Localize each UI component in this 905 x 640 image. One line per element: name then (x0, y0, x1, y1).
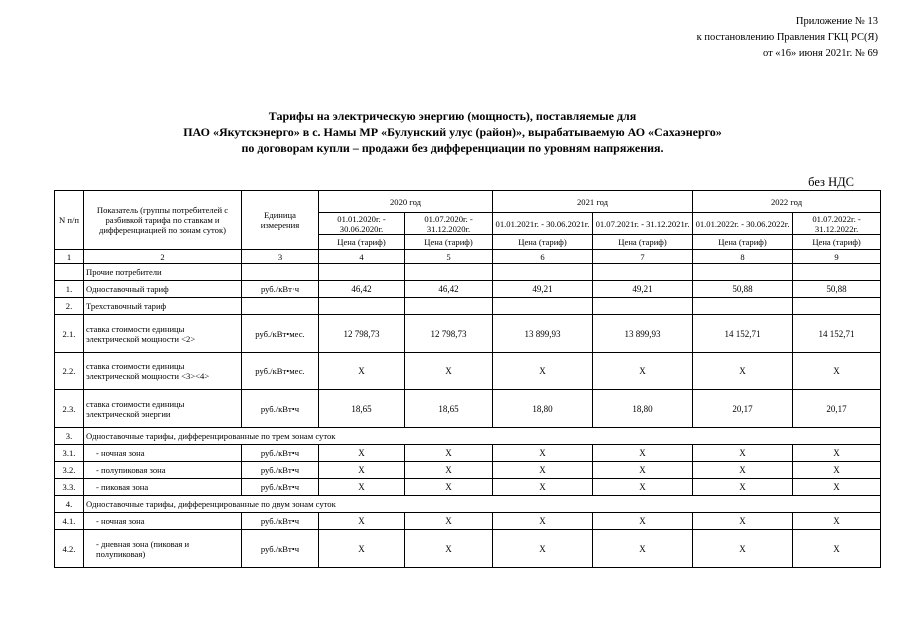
row-value: X (793, 479, 881, 496)
row-value: X (405, 462, 493, 479)
row-value: 46,42 (405, 281, 493, 298)
row-value: X (793, 513, 881, 530)
row-num: 3.2. (55, 462, 84, 479)
row-value: 13 899,93 (493, 315, 593, 353)
row-value: 14 152,71 (793, 315, 881, 353)
row-value: X (693, 462, 793, 479)
row-value: X (693, 445, 793, 462)
section-other-consumers: Прочие потребители (84, 264, 242, 281)
row-name: Одноставочный тариф (84, 281, 242, 298)
row-unit: руб./кВт•ч (242, 530, 319, 568)
title-line-2: ПАО «Якутскэнерго» в с. Намы МР «Булунский улус (район)», вырабатываемую АО «Сахаэнерго» (183, 125, 722, 139)
appendix-resolution: к постановлению Правления ГКЦ РС(Я) (696, 32, 878, 43)
title-line-3: по договорам купли – продажи без дифференциации по уровням напряжения. (241, 141, 664, 155)
row-name: - полупиковая зона (84, 462, 242, 479)
row-name: - ночная зона (84, 445, 242, 462)
row-value: X (493, 479, 593, 496)
row-value: X (593, 479, 693, 496)
appendix-reference (697, 14, 878, 62)
row-value: X (693, 513, 793, 530)
row-value: X (593, 445, 693, 462)
row-num: 3.3. (55, 479, 84, 496)
appendix-number: Приложение № 13 (795, 16, 878, 27)
header-price: Цена (тариф) (493, 235, 593, 250)
header-price: Цена (тариф) (593, 235, 693, 250)
header-num: N п/п (55, 191, 84, 250)
row-unit: руб./кВт•ч (242, 445, 319, 462)
row-value: 12 798,73 (405, 315, 493, 353)
row-name: ставка стоимости единицы электрической энергии (84, 390, 242, 428)
row-num: 1. (55, 281, 84, 298)
row-value: X (793, 462, 881, 479)
row-value: X (405, 353, 493, 390)
row-value: 50,88 (793, 281, 881, 298)
row-value: X (493, 513, 593, 530)
row-value: X (319, 530, 405, 568)
row-value: 12 798,73 (319, 315, 405, 353)
header-price: Цена (тариф) (405, 235, 493, 250)
row-name: ставка стоимости единицы электрической мощности <2> (84, 315, 242, 353)
header-period: 01.07.2021г. - 31.12.2021г. (593, 213, 693, 235)
row-value: 18,80 (593, 390, 693, 428)
row-value: X (405, 445, 493, 462)
header-period: 01.01.2020г. - 30.06.2020г. (319, 213, 405, 235)
row-value: X (693, 479, 793, 496)
row-value: X (319, 479, 405, 496)
table-row (55, 353, 881, 390)
column-number: 9 (793, 250, 881, 264)
column-number: 2 (84, 250, 242, 264)
row-name: ставка стоимости единицы электрической мощности <3><4> (84, 353, 242, 390)
row-value: X (405, 513, 493, 530)
row-value: X (405, 530, 493, 568)
tariff-table (54, 190, 881, 568)
header-period: 01.01.2021г. - 30.06.2021г. (493, 213, 593, 235)
header-year-2021: 2021 год (493, 191, 693, 213)
document-title (0, 108, 905, 156)
table-row (55, 530, 881, 568)
row-value: X (793, 445, 881, 462)
row-value: 18,65 (405, 390, 493, 428)
row-num: 2.3. (55, 390, 84, 428)
row-value: X (319, 462, 405, 479)
row-value: X (319, 513, 405, 530)
row-unit: руб./кВт•ч (242, 479, 319, 496)
row-num: 4. (55, 496, 84, 513)
column-number: 8 (693, 250, 793, 264)
row-value: 14 152,71 (693, 315, 793, 353)
row-value: X (493, 462, 593, 479)
header-price: Цена (тариф) (793, 235, 881, 250)
row-num: 4.2. (55, 530, 84, 568)
row-num: 2. (55, 298, 84, 315)
table-row (55, 445, 881, 462)
row-name: Одноставочные тарифы, дифференцированные по трем зонам суток (84, 428, 881, 445)
column-number: 3 (242, 250, 319, 264)
table-row (55, 513, 881, 530)
table-row (55, 428, 881, 445)
row-value: 13 899,93 (593, 315, 693, 353)
row-num: 2.2. (55, 353, 84, 390)
row-value: X (593, 513, 693, 530)
row-value: X (593, 462, 693, 479)
row-name: - ночная зона (84, 513, 242, 530)
appendix-date: от «16» июня 2021г. № 69 (762, 48, 878, 59)
row-value: X (793, 353, 881, 390)
row-value: 20,17 (793, 390, 881, 428)
column-number: 4 (319, 250, 405, 264)
row-value: 50,88 (693, 281, 793, 298)
row-unit: руб./кВт•ч (242, 513, 319, 530)
header-period: 01.07.2020г. - 31.12.2020г. (405, 213, 493, 235)
row-value: X (319, 445, 405, 462)
row-unit: руб./кВт•мес. (242, 353, 319, 390)
row-unit: руб./кВт•мес. (242, 315, 319, 353)
row-value: 18,80 (493, 390, 593, 428)
row-value: X (793, 530, 881, 568)
table-row (55, 462, 881, 479)
table-row (55, 390, 881, 428)
row-name: Трехставочный тариф (84, 298, 242, 315)
row-name: - пиковая зона (84, 479, 242, 496)
column-number: 6 (493, 250, 593, 264)
table-row (55, 496, 881, 513)
header-unit: Единица измерения (242, 191, 319, 250)
row-value: X (493, 530, 593, 568)
section-row (55, 264, 881, 281)
row-unit: руб./кВт•ч (242, 462, 319, 479)
row-unit: руб./кВт•ч (242, 390, 319, 428)
table-row (55, 315, 881, 353)
row-value: 18,65 (319, 390, 405, 428)
row-name: Одноставочные тарифы, дифференцированные по двум зонам суток (84, 496, 881, 513)
table-row (55, 298, 881, 315)
row-value: X (493, 445, 593, 462)
row-value: 49,21 (593, 281, 693, 298)
row-name: - дневная зона (пиковая и полупиковая) (84, 530, 242, 568)
column-number: 7 (593, 250, 693, 264)
row-value: X (493, 353, 593, 390)
row-value: X (405, 479, 493, 496)
title-line-1: Тарифы на электрическую энергию (мощность), поставляемые для (268, 109, 637, 123)
header-period: 01.07.2022г. - 31.12.2022г. (793, 213, 881, 235)
header-indicator: Показатель (группы потребителей с разбивкой тарифа по ставкам и дифференциацией по зонам суток) (84, 191, 242, 250)
table-row (55, 281, 881, 298)
row-value: X (319, 353, 405, 390)
row-num: 3.1. (55, 445, 84, 462)
header-year-2022: 2022 год (693, 191, 881, 213)
header-price: Цена (тариф) (693, 235, 793, 250)
row-value: 49,21 (493, 281, 593, 298)
header-year-2020: 2020 год (319, 191, 493, 213)
header-price: Цена (тариф) (319, 235, 405, 250)
row-num: 3. (55, 428, 84, 445)
row-unit: руб./кВт·ч (242, 281, 319, 298)
row-value: X (693, 530, 793, 568)
column-number: 1 (55, 250, 84, 264)
table-row (55, 479, 881, 496)
row-value: X (593, 530, 693, 568)
row-value: 46,42 (319, 281, 405, 298)
header-period: 01.01.2022г. - 30.06.2022г. (693, 213, 793, 235)
row-num: 4.1. (55, 513, 84, 530)
row-value: 20,17 (693, 390, 793, 428)
row-value: X (593, 353, 693, 390)
row-value: X (693, 353, 793, 390)
vat-note: без НДС (808, 175, 854, 189)
column-number: 5 (405, 250, 493, 264)
row-num: 2.1. (55, 315, 84, 353)
